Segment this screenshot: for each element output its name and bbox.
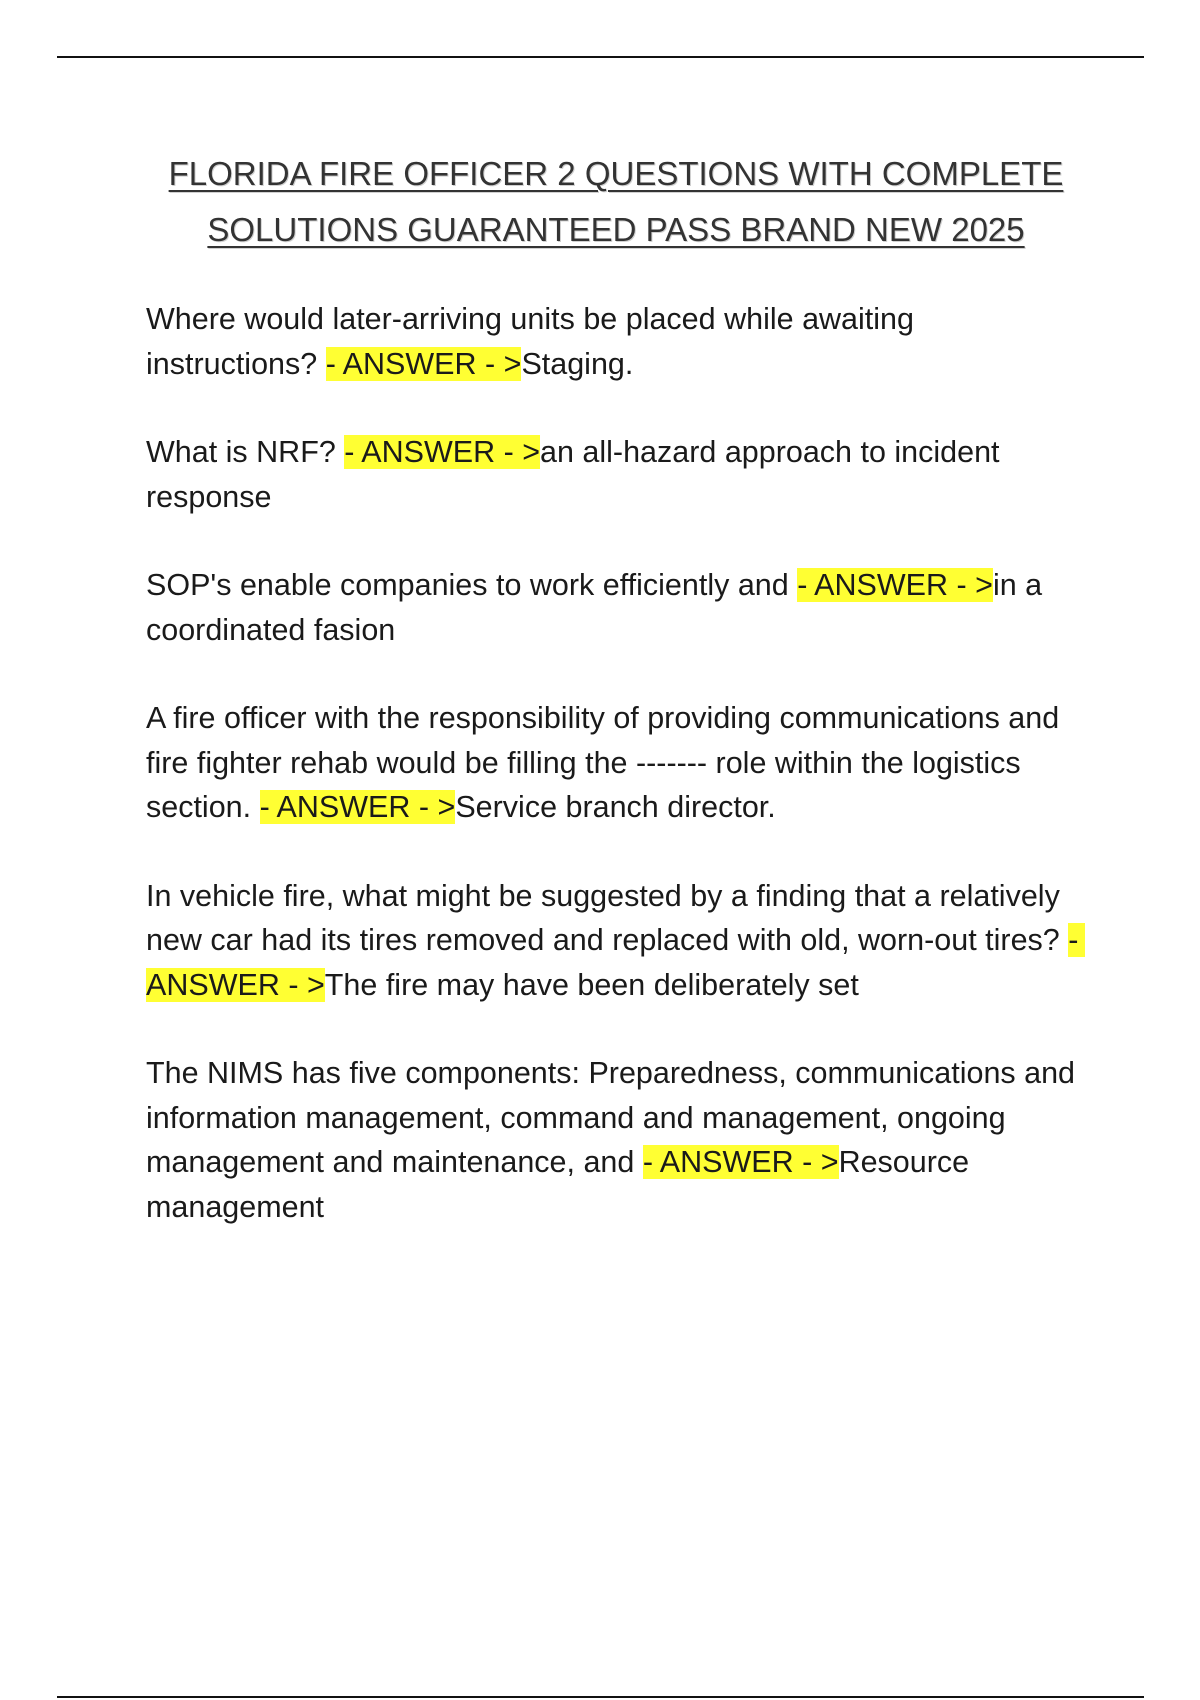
qa-item [146,430,1086,519]
qa-item [146,696,1086,830]
qa-list [146,297,1086,1273]
answer-tag: - ANSWER - > [642,1145,839,1179]
question-text: Where would later-arriving units be placed while awaiting instructions? [146,302,923,381]
answer-text: The fire may have been deliberately set [324,967,859,1002]
answer-tag: - ANSWER - > [344,435,541,469]
qa-item [146,874,1086,1008]
qa-item [146,1051,1086,1229]
question-text: A fire officer with the responsibility of providing communications and fire fighter rehab would be filling the ------- role within the logistics section. [146,701,1068,824]
answer-tag: - ANSWER - > [259,790,456,824]
question-text: What is NRF? [146,435,345,469]
question-text: In vehicle fire, what might be suggested by a finding that a relatively new car had its tires removed and replaced with old, worn-out tires? [146,878,1069,957]
answer-text: Resource management [146,1145,978,1224]
question-text: The NIMS has five components: Preparedness, communications and information management, command and management, ongoing management and maintenance, and [146,1056,1084,1179]
qa-item [146,297,1086,386]
answer-text: an all-hazard approach to incident response [146,435,1008,514]
answer-tag: - ANSWER - > [325,346,522,381]
bottom-rule [57,1696,1144,1698]
answer-text: in a coordinated fasion [146,568,1051,647]
qa-item [146,563,1086,652]
document-title: FLORIDA FIRE OFFICER 2 QUESTIONS WITH COMPLETE SOLUTIONS GUARANTEED PASS BRAND NEW 2025 [168,155,1064,248]
answer-tag: - ANSWER - > [146,923,1086,1002]
answer-tag: - ANSWER - > [797,568,993,602]
answer-text: Service branch director. [455,790,776,824]
question-text: SOP's enable companies to work efficiently and [146,568,798,602]
top-rule [57,56,1144,58]
answer-text: Staging. [521,346,634,381]
